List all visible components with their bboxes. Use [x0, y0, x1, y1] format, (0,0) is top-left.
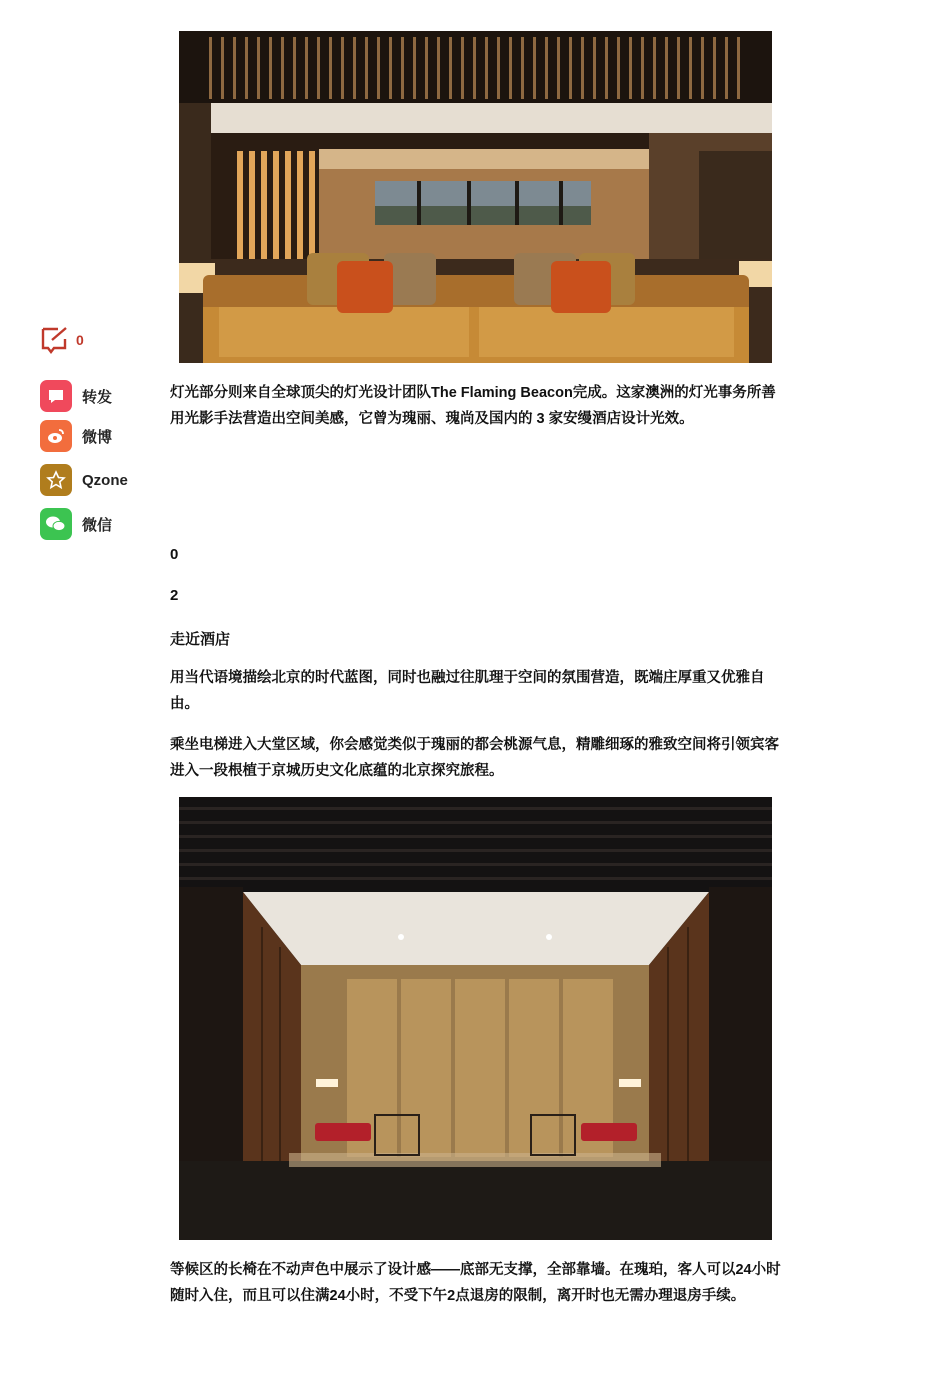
- section-number-first-digit: 0: [170, 546, 179, 563]
- share-weibo-label: 微博: [82, 428, 113, 446]
- share-qzone-label: Qzone: [82, 471, 128, 489]
- article-paragraph-3: 乘坐电梯进入大堂区域，你会感觉类似于瑰丽的都会桃源气息，精雕细琢的雅致空间将引领宾客进入一段根植于京城历史文化底蕴的北京探究旅程。: [170, 737, 779, 779]
- section-number-second-digit: 2: [170, 587, 179, 604]
- share-wechat-label: 微信: [82, 516, 113, 534]
- article-paragraph-4: 等候区的长椅在不动声色中展示了设计感——底部无支撑，全部靠墙。在瑰珀，客人可以24小时随时入住，而且可以住满24小时，不受下午2点退房的限制，离开时也无需办理退房手续。: [170, 1262, 781, 1304]
- weibo-icon: [40, 420, 72, 452]
- share-repost-label: 转发: [82, 388, 113, 406]
- share-weibo-button[interactable]: [40, 420, 112, 452]
- article-paragraph-1: 灯光部分则来自全球顶尖的灯光设计团队The Flaming Beacon完成。这家澳洲的灯光事务所善用光影手法营造出空间美感，它曾为瑰丽、瑰尚及国内的 3 家安缦酒店设计光效。: [170, 385, 776, 427]
- qzone-icon: [40, 464, 72, 496]
- wechat-icon: [40, 508, 72, 540]
- comment-edit-icon: [40, 326, 70, 354]
- lobby-photo: [179, 797, 772, 1240]
- share-repost-button[interactable]: [40, 380, 112, 412]
- article-paragraph-2: 用当代语境描绘北京的时代蓝图，同时也融过往肌理于空间的氛围营造，既端庄厚重又优雅自由。: [170, 670, 765, 712]
- comment-count: 0: [76, 332, 84, 348]
- lounge-photo: [179, 31, 772, 363]
- share-wechat-button[interactable]: [40, 508, 112, 540]
- comment-button[interactable]: [40, 326, 84, 354]
- share-qzone-button[interactable]: [40, 464, 128, 496]
- section-title: 走近酒店: [170, 631, 231, 648]
- repost-icon: [40, 380, 72, 412]
